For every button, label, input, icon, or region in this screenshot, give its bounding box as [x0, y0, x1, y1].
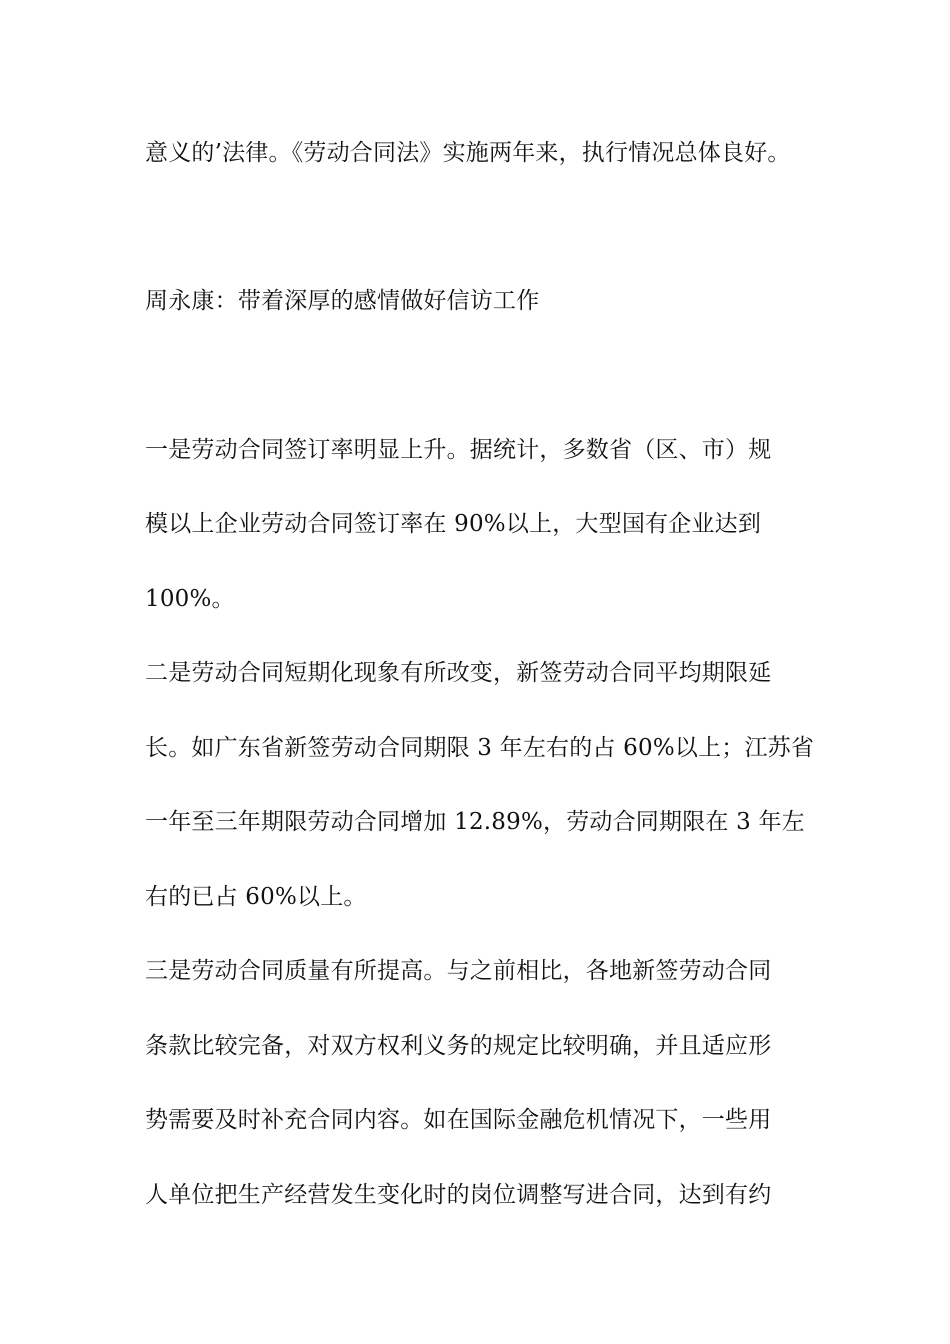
paragraph-2-line-3: 一年至三年期限劳动合同增加 12.89%，劳动合同期限在 3 年左 — [145, 809, 805, 835]
paragraph-1-line-1: 一是劳动合同签订率明显上升。据统计，多数省（区、市）规 — [145, 437, 772, 463]
paragraph-1-line-3: 100%。 — [145, 586, 235, 612]
paragraph-1-line-2: 模以上企业劳动合同签订率在 90%以上，大型国有企业达到 — [145, 511, 762, 537]
section-heading: 周永康：带着深厚的感情做好信访工作 — [145, 288, 540, 314]
paragraph-2-line-4: 右的已占 60%以上。 — [145, 884, 367, 910]
text-line-continuation: 意义的’法律。《劳动合同法》实施两年来，执行情况总体良好。 — [145, 140, 791, 166]
paragraph-2-line-2: 长。如广东省新签劳动合同期限 3 年左右的占 60%以上；江苏省 — [145, 735, 815, 761]
paragraph-2-line-1: 二是劳动合同短期化现象有所改变，新签劳动合同平均期限延 — [145, 660, 772, 686]
paragraph-3-line-2: 条款比较完备，对双方权利义务的规定比较明确，并且适应形 — [145, 1033, 772, 1059]
paragraph-3-line-4: 人单位把生产经营发生变化时的岗位调整写进合同，达到有约 — [145, 1182, 772, 1208]
paragraph-3-line-1: 三是劳动合同质量有所提高。与之前相比，各地新签劳动合同 — [145, 958, 772, 984]
paragraph-3-line-3: 势需要及时补充合同内容。如在国际金融危机情况下，一些用 — [145, 1107, 772, 1133]
